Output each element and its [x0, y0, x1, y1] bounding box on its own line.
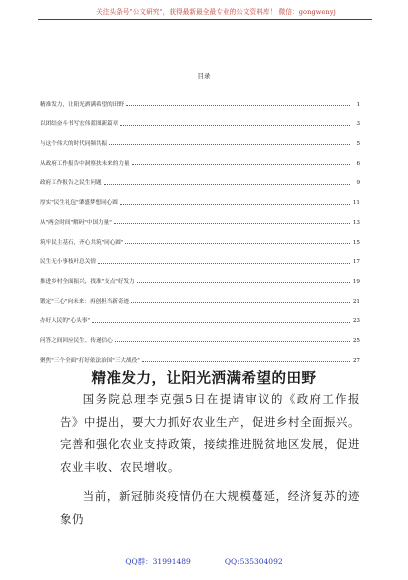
article-title: 精准发力，让阳光洒满希望的田野 [91, 370, 317, 387]
toc-leader [132, 164, 350, 165]
toc-item-label: 精准发力，让阳光洒满希望的田野 [40, 101, 124, 108]
toc-item-label: 民生无小事枝叶总关情 [40, 259, 96, 266]
toc-item[interactable] [40, 127, 360, 147]
toc-item[interactable] [40, 285, 360, 305]
toc-item[interactable] [40, 147, 360, 167]
toc-item-label: 聚焦"三个全面"打好依法治国"三大战役" [40, 357, 140, 364]
toc-leader [142, 361, 350, 362]
toc-leader [92, 322, 350, 323]
toc-leader [126, 105, 350, 106]
toc-leader [98, 263, 350, 264]
table-of-contents [40, 88, 360, 364]
toc-item[interactable] [40, 265, 360, 285]
toc-item-page: 6 [356, 160, 360, 167]
footer-contact [0, 556, 408, 567]
toc-item-page: 19 [352, 278, 360, 285]
toc-item-label: 政府工作报告之民生问题 [40, 180, 102, 187]
toc-item-page: 17 [352, 259, 360, 266]
toc-item-label: 从"两会时间"解码"中国力量" [40, 219, 112, 226]
toc-item-page: 13 [352, 219, 360, 226]
toc-item[interactable] [40, 324, 360, 344]
toc-item-page: 3 [356, 121, 360, 128]
toc-leader [115, 341, 350, 342]
toc-item-label: 以团结奋斗书写宏伟蓝图新篇章 [40, 121, 119, 128]
footer-qq-number: QQ:535304092 [224, 557, 283, 566]
toc-leader [109, 144, 350, 145]
toc-item[interactable] [40, 305, 360, 325]
toc-item-page: 25 [352, 337, 360, 344]
toc-item-page: 11 [352, 200, 360, 207]
toc-item-label: 从政府工作报告中洞察扶未来的力量 [40, 160, 130, 167]
toc-leader [131, 302, 350, 303]
toc-leader [125, 243, 350, 244]
header-divider [38, 19, 372, 20]
article-paragraph: 当前，新冠肺炎疫情仍在大规模蔓延，经济复苏的迹象仍 [60, 489, 360, 526]
toc-leader [114, 223, 350, 224]
header-notice: 关注头条号"公文研究"，获得最新最全最专业的公文资料库！ 微信：gongwenyj [96, 8, 336, 16]
toc-item-page: 9 [356, 180, 360, 187]
toc-leader [120, 204, 350, 205]
toc-item[interactable] [40, 246, 360, 266]
toc-item-label: 问答之间回应民生、传递信心 [40, 337, 113, 344]
toc-item[interactable] [40, 186, 360, 206]
toc-leader [137, 282, 350, 283]
toc-item[interactable] [40, 226, 360, 246]
toc-item-page: 23 [352, 318, 360, 325]
toc-item-label: 推进乡村全面振兴，找准"支点"好发力 [40, 278, 135, 285]
toc-item-label: 锻定"三心"向未来：再创担当新奇迹 [40, 298, 130, 305]
footer-qq-group: QQ群：31991489 [125, 557, 191, 566]
toc-item-label: 与这个伟大的时代同频共振 [40, 141, 108, 148]
toc-leader [120, 125, 350, 126]
toc-title: 目录 [197, 72, 211, 80]
toc-item-page: 27 [352, 357, 360, 364]
toc-item[interactable] [40, 108, 360, 128]
article-paragraph: 国务院总理李克强5日在提请审议的《政府工作报告》中提出，要大力抓好农业生产，促进乡村全面振兴。完善和强化农业支持政策，接续推进脱贫地区发展，促进农业丰收、农民增收。 [60, 392, 360, 474]
toc-item[interactable] [40, 206, 360, 226]
toc-item[interactable] [40, 344, 360, 364]
toc-item-label: 筑牢民主基石，齐心共筑"同心圆" [40, 239, 124, 246]
article-body [60, 388, 360, 531]
toc-item-page: 21 [352, 298, 360, 305]
toc-item-label: 厚实"民生礼包"肇盛梦想同心圆 [40, 200, 118, 207]
toc-item-page: 1 [356, 101, 360, 108]
toc-item[interactable] [40, 88, 360, 108]
toc-item[interactable] [40, 167, 360, 187]
toc-item-page: 5 [356, 141, 360, 148]
toc-item-label: 办好人民的"心头事" [40, 318, 90, 325]
toc-item-page: 15 [352, 239, 360, 246]
toc-leader [104, 184, 350, 185]
